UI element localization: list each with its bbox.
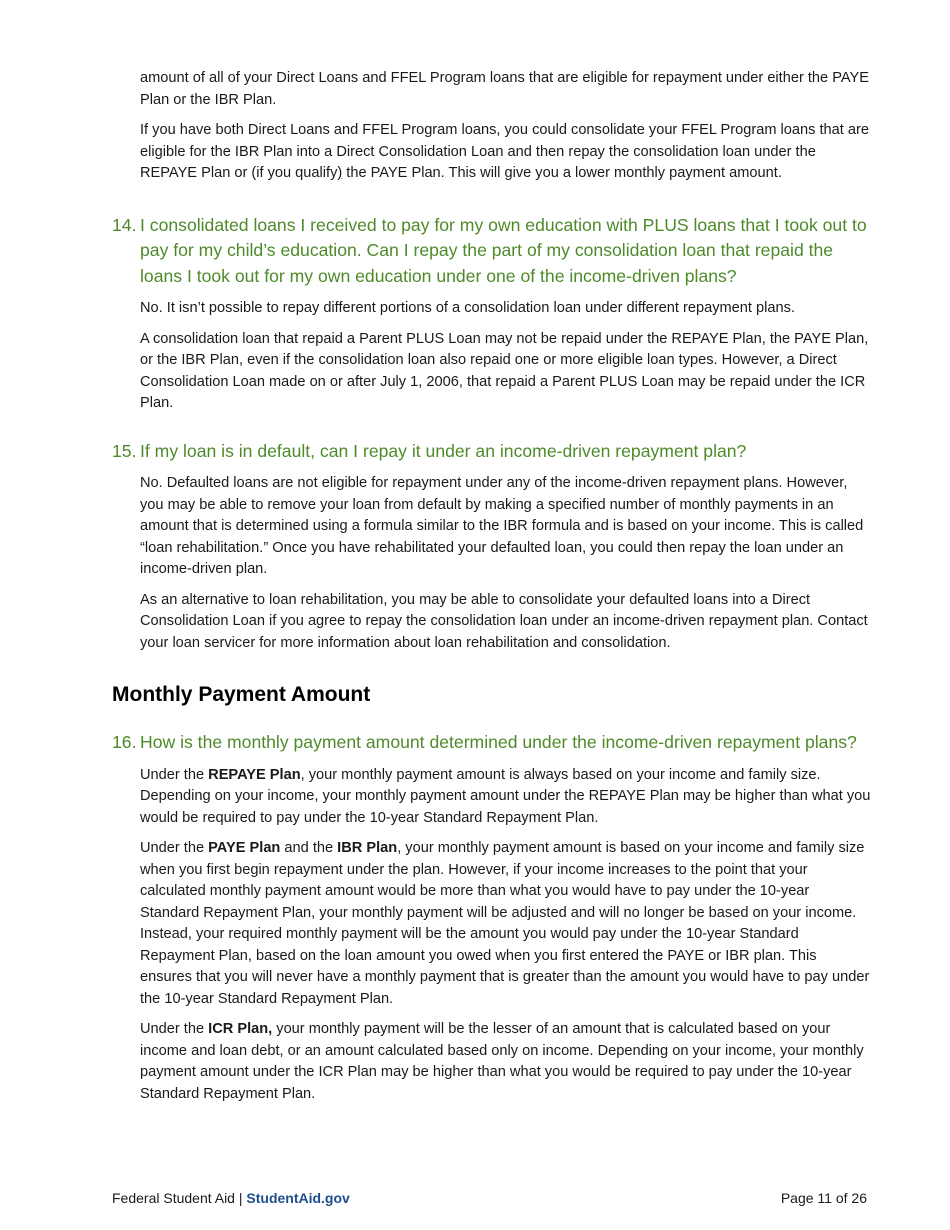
answer-16-paragraph-1 [140,765,872,830]
answer-16-p3-bold: ICR Plan, [208,1021,273,1037]
answer-16-paragraph-2 [140,838,872,1010]
answer-16-p1-bold: REPAYE Plan [208,766,301,783]
footer-org: Federal Student Aid | [112,1190,247,1206]
answer-16-p2-bold-2: IBR Plan [337,840,398,856]
intro-p2-end: the PAYE Plan. This will give you a lower monthly payment amount. [342,165,782,181]
answer-16-p3-pre: Under the [140,1021,209,1037]
answer-16-p3-post: your monthly payment will be the lesser of an amount that is calculated based on your income and loan debt, or an amount calculated based only on income. Depending on your income, your monthly payment amount under the ICR Plan may be higher than what you would be required to pay under the 10-year Standard Repayment Plan. [140,1021,864,1102]
answer-16-p1-pre: Under the [140,766,209,783]
answer-16-p2-pre: Under the [140,840,209,856]
studentaid-link[interactable]: StudentAid.gov [246,1190,350,1206]
answer-14-paragraph-1: No. It isn’t possible to repay different portions of a consolidation loan under different repayment plans. [140,300,795,316]
page-content [112,68,872,1114]
answer-14-paragraph-2: A consolidation loan that repaid a Parent PLUS Loan may not be repaid under the REPAYE Plan, the PAYE Plan, or the IBR Plan, even if the consolidation loan also repaid one or more eligible loan types. However, a Direct Consolidation Loan made on or after July 1, 2006, that repaid a Parent PLUS Loan may be repaid under the ICR Plan. [140,330,869,411]
answer-15-paragraph-2: As an alternative to loan rehabilitation, you may be able to consolidate your defaulted loans into a Direct Consolidation Loan if you agree to repay the consolidation loan under an income-driven repayment plan. Contact your loan servicer for more information about loan rehabilitation and consolidation. [140,591,868,651]
question-16-number: 16. [112,732,137,752]
question-16-text: How is the monthly payment amount determined under the income-driven repayment plans? [140,732,857,752]
answer-16-paragraph-3 [140,1019,872,1105]
intro-paragraph-2 [140,120,872,185]
intro-p2-paren: ) [337,165,343,181]
question-14-text: I consolidated loans I received to pay for my own education with PLUS loans that I took out to pay for my child’s education. Can I repay the part of my consolidation loan that repaid the loans I took out for my own education under one of the income-driven plans? [140,214,867,286]
intro-paragraph-1: amount of all of your Direct Loans and FFEL Program loans that are eligible for repayment under either the PAYE Plan or the IBR Plan. [140,70,869,108]
section-heading: Monthly Payment Amount [112,683,371,706]
answer-16-p2-mid: and the [280,840,338,856]
answer-15-paragraph-1: No. Defaulted loans are not eligible for repayment under any of the income-driven repayment plans. However, you may be able to remove your loan from default by making a specified number of monthly payments in an amount that is determined using a formula similar to the IBR formula and is based on your income. This is called “loan rehabilitation.” Once you have rehabilitated your defaulted loan, you could then repay the loan under an income-driven plan. [140,475,864,577]
page-footer [112,1188,867,1208]
question-14 [112,213,872,290]
question-15-number: 15. [112,440,137,461]
intro-p2-start: If you have both Direct Loans and FFEL Program loans, you could consolidate your FFEL Program loans that are eligible for the IBR Plan into a Direct Consolidation Loan and then repay the consolidation loan under the REPAYE Plan or (if you qualify [140,122,869,181]
page-number: Page 11 of 26 [780,1190,867,1206]
answer-16-p2-bold-1: PAYE Plan [208,840,281,856]
question-15-text: If my loan is in default, can I repay it under an income-driven repayment plan? [140,440,747,461]
question-14-number: 14. [112,214,137,235]
answer-16-p2-post: , your monthly payment amount is based on your income and family size when you first begin repayment under the plan. However, if your income increases to the point that your calculated monthly payment amount would be more than what you would have to pay under the 10-year Standard Repayment Plan, your monthly payment will be adjusted and will no longer be based on your income. Instead, your required monthly payment will be the amount you would pay under the 10-year Standard Repayment Plan, based on the loan amount you owed when you first entered the PAYE or IBR plan. This ensures that you will never have a monthly payment that is greater than the amount you would have to pay under the 10-year Standard Repayment Plan. [140,840,870,1007]
question-15 [112,439,872,465]
footer-left [112,1188,350,1208]
question-16 [112,730,872,756]
answer-16-p1-post: , your monthly payment amount is always based on your income and family size. Depending on your income, your monthly payment amount under the REPAYE Plan may be higher than what you would be required to pay under the 10-year Standard Repayment Plan. [140,766,871,826]
